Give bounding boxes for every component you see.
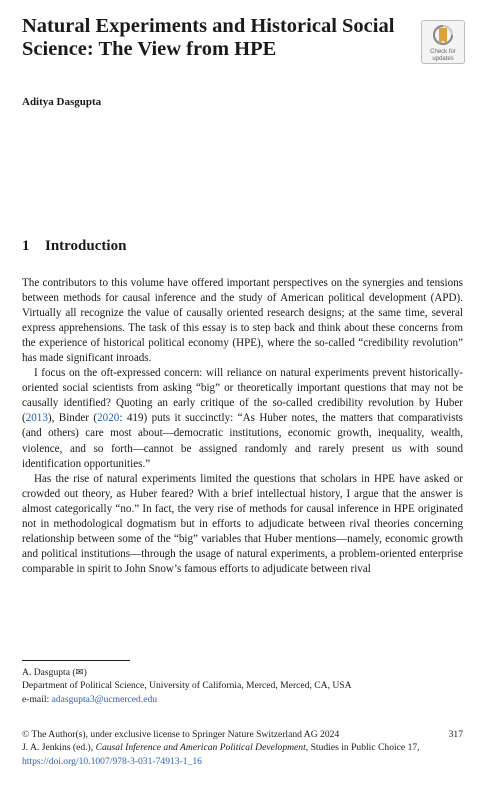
book-title: Causal Inference and American Political Development: [95, 742, 306, 754]
paragraph-2-text-c: : 419) puts it succinctly: “As Huber notes, the matters that comparativists (and others) care most about—democratic institutions, economic growth, inequality, wealth, violence, and so forth—cannot be assigned randomly and rarely present us with sound identification opportunities.”: [22, 412, 463, 470]
citation-line: [22, 741, 463, 768]
badge-label-line1: Check for: [430, 49, 456, 55]
badge-label-line2: updates: [432, 55, 454, 62]
citation-link-binder[interactable]: 2020: [97, 412, 120, 425]
author-name: Aditya Dasgupta: [22, 96, 102, 108]
editor: J. A. Jenkins (ed.),: [22, 742, 94, 754]
doi-link[interactable]: https://doi.org/10.1007/978-3-031-74913-1_16: [22, 755, 202, 767]
page-footer: [22, 728, 463, 768]
footnote-email-line: [22, 693, 463, 706]
paragraph-2-text-a: I focus on the oft-expressed concern: will reliance on natural experiments prevent historically-oriented social scientists from asking “big” or theoretically important questions that may not be causally identified? Quoting an early critique of the so-called credibility revolution by Huber (: [22, 367, 463, 425]
citation-link-huber[interactable]: 2013: [25, 412, 48, 425]
copyright-line: © The Author(s), under exclusive license to Springer Nature Switzerland AG 2024: [22, 729, 340, 740]
paragraph-2: [22, 366, 463, 471]
paragraph-3: Has the rise of natural experiments limited the questions that scholars in HPE have asked or crowded out theory, as Huber feared? With a brief intellectual history, I argue that the answer is almost categorically “no.” In fact, the very rise of methods for causal inference in HPE originated not in methodological dogmatism but in efforts to adjudicate between rival theories concerning relationship between some of the “big” variables that Huber mentions—namely, economic growth and political institutions—through the usage of natural experiments, a problem-oriented enterprise comparable in spirit to John Snow’s famous efforts to adjudicate between rival: [22, 472, 463, 575]
page-number: 317: [448, 729, 463, 740]
section-number: 1: [22, 238, 30, 254]
section-heading: [22, 238, 126, 255]
series-info: , Studies in Public Choice 17,: [305, 742, 420, 754]
check-for-updates-icon: [433, 25, 453, 47]
paragraph-2-text-b: ), Binder (: [47, 412, 98, 425]
check-for-updates-badge[interactable]: [421, 20, 465, 64]
chapter-title: Natural Experiments and Historical Social Science: The View from HPE: [22, 15, 395, 60]
email-label: e-mail:: [22, 693, 50, 705]
footnote-affiliation: Department of Political Science, University of California, Merced, Merced, CA, USA: [22, 680, 352, 692]
paragraph-1: The contributors to this volume have offered important perspectives on the synergies and tensions between methods for causal inference and the study of American political development (APD). Virtually all recognize the value of causally oriented research designs; at the same time, several express apprehensions. The task of this essay is to step back and think about these concerns from the experience of historical political economy (HPE), where the so-called “credibility revolution” has made significant inroads.: [22, 277, 463, 365]
author-footnote: [22, 666, 463, 706]
body-text: [22, 276, 463, 577]
footnote-author: A. Dasgupta (✉): [22, 667, 87, 678]
section-title: Introduction: [45, 238, 127, 254]
email-link[interactable]: adasgupta3@ucmerced.edu: [51, 693, 158, 705]
footnote-divider: [22, 660, 130, 661]
